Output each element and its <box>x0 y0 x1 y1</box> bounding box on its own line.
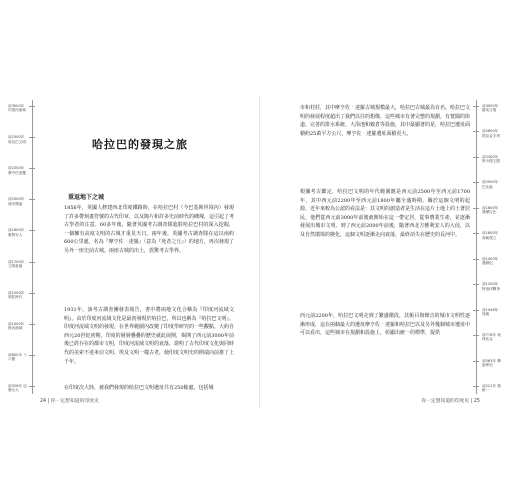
timeline-tick <box>473 259 479 260</box>
timeline-tick <box>473 386 479 387</box>
left-paragraph-3: 在印度次大陸，被我們發現的哈拉巴文明遺址共有250餘處，包括城 <box>64 385 214 391</box>
timeline-note: 前2200年 摩亨佐達羅 <box>8 166 26 175</box>
right-paragraph-2: 根據考古鑑定，哈拉巴文明的年代範圍應是西元前2500年至西元前1700年，其中西元前2200年至西元前1800年屬全盛時期。關於這個文明的起源，近年來較為公認的看法是：其文明的創造者是生活在這片土地上的土著居民，他們從西元前3000年前後就開始在這一帶定居，從事農業生產，並逐漸發展出城市文明。到了西元前2000年前後，隨著西北方雅利安人的入侵，以及自然環境的變化，這個文明逐漸走向衰落，最終消失在歷史的長河中。 <box>300 189 471 238</box>
timeline-tick <box>29 355 35 356</box>
timeline-note: 前3000年 蘇美文明 <box>482 104 499 113</box>
timeline-note: 前1400年 邁錫尼 <box>482 256 499 266</box>
timeline-tick <box>29 168 35 169</box>
timeline-note: 前1046年 周朝 <box>482 307 499 317</box>
left-paragraph-1: 1856年，英國人修建西北印度鐵路時，在哈拉巴村（今巴基斯坦境內）發現了許多帶刻畫符號的古代印章，以及陶片和許多史前時代的磚塊，這引起了考古學者的注意。60多年後，隨著英國考古調查隊進駐哈拉巴村的深入挖掘，一個擁有高度文明的古城才重見天日。兩年後，英國考古調查隊在這以南約600公里處，名為『摩亨佐‧達羅』（意為『死者之丘』）的地方，再次發現了另外一座史前古城。兩座古城的出土，震驚考古學界。 <box>64 205 235 254</box>
timeline-note: 前563年 釋迦牟尼 <box>482 358 501 367</box>
timeline-note: 前2600年 埃及金字塔 <box>482 129 500 138</box>
right-paragraph-3: 西元前2200年，哈拉巴文明走到了繁盛階段，其帳目與聲音的城市文明性逐漸形成，這在兩個最大的遺址摩亨佐‧達羅和哈拉巴以及另外幾個城市遺址中可以看出，這些城市在規劃和設施上，彰顯出統一的標準，提供 <box>300 313 471 337</box>
timeline-tick <box>29 262 35 263</box>
timeline-tick <box>473 208 479 209</box>
timeline-note: 前1500年 吠陀時代 <box>8 290 25 300</box>
timeline-note: 前1700年 文明衰落 <box>8 259 25 268</box>
timeline-note: 前1600年 商朝建立 <box>482 231 499 240</box>
left-page <box>8 96 260 408</box>
timeline-tick <box>29 293 35 294</box>
timeline-note: 前1000年 恆河流域 <box>8 321 25 331</box>
timeline-tick <box>473 157 479 158</box>
timeline-tick <box>473 182 479 183</box>
timeline-tick <box>473 233 479 234</box>
timeline-tick <box>29 106 35 107</box>
timeline-tick <box>473 335 479 336</box>
chapter-title: 哈拉巴的發現之旅 <box>92 138 188 151</box>
timeline-tick <box>473 106 479 107</box>
timeline-note: 前326年 亞歷山大 <box>8 384 27 393</box>
left-paragraph-2: 1931年，該考古調查團發表報告，書中將兩地文化合稱為『印度河流域文明』。由於印度河流域文化是最初發現於哈拉巴，所以也稱為『哈拉巴文明』。印度河流域文明的發現，在世界範圍內改變了印度學研究的一些觀點，大約自西元20世紀初期，印度的層層疊疊的歷史就此展開，揭開了西元前3000年前後已經存在的都市文明，印度河流域文明的衰落，證明了古代印度文化與同時代的美索不達米亞文明、埃及文明一樣古老，使印度文明史的開端向前推了上千年。 <box>64 307 235 365</box>
timeline-note: 前1200年 特洛伊戰爭 <box>482 282 500 291</box>
right-folio: 你一定想知道的印度史 | 25 <box>421 399 480 404</box>
timeline-tick <box>473 131 479 132</box>
timeline-note: 前2000年 巴比倫 <box>482 180 499 189</box>
book-spread <box>8 96 512 408</box>
left-folio: 24 | 你一定想知道的印度史 <box>40 399 99 404</box>
timeline-note: 前2300年 阿卡德王國 <box>482 154 500 164</box>
right-page <box>260 96 512 408</box>
right-paragraph-1: 市和村莊，其中摩亨佐‧達羅古城規模最大，哈拉巴古城最為有名。哈拉巴文明的發展程度超出了我們以往的想像，這些城市有著完整的規劃，有寬闊的街道、完善的排水系統、大浴池和穀倉等設施，其中最顯著的是，哈拉巴遺址面積約25萬平方公尺，摩亨佐‧達羅遺址面積更大。 <box>300 105 471 137</box>
section-subhead: 重返地下之城 <box>68 194 105 201</box>
timeline-note: 前1800年 漢摩拉比 <box>482 205 499 215</box>
timeline-note: 前1800年 雅利安人 <box>8 228 25 237</box>
left-timeline <box>32 100 33 394</box>
timeline-tick <box>473 310 479 311</box>
right-timeline <box>476 100 477 394</box>
timeline-note: 前221年 秦統一 <box>482 384 501 393</box>
timeline-note: 前776年 奧林匹克 <box>482 333 501 342</box>
timeline-note: 前2500年 哈拉巴文明 <box>8 135 26 144</box>
timeline-tick <box>29 230 35 231</box>
timeline-tick <box>29 199 35 200</box>
timeline-note: 前600年 十六國 <box>8 352 27 362</box>
timeline-tick <box>473 361 479 362</box>
timeline-tick <box>473 284 479 285</box>
timeline-tick <box>29 137 35 138</box>
timeline-note: 前2000年 城市興盛 <box>8 197 25 206</box>
timeline-tick <box>29 324 35 325</box>
timeline-note: 前3000年 印度河流域 <box>8 104 26 113</box>
timeline-tick <box>29 386 35 387</box>
